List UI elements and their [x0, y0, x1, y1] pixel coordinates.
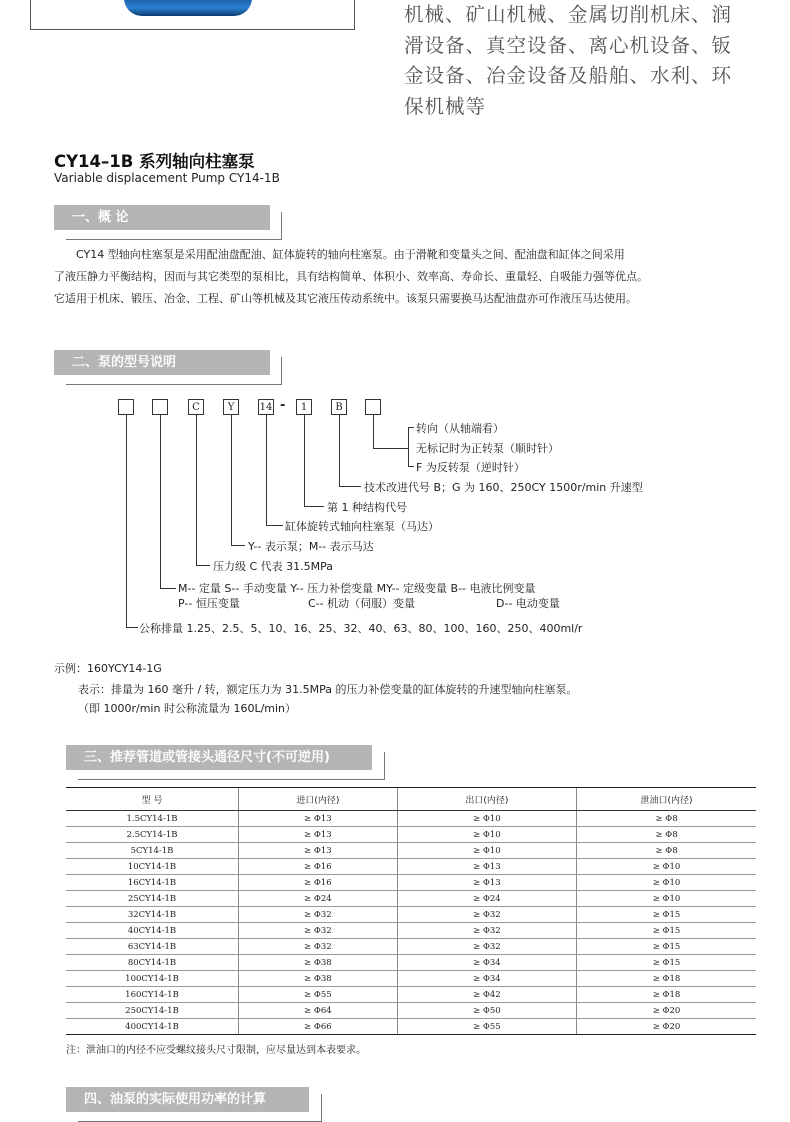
table-cell: ≥ Φ16: [239, 875, 398, 891]
table-cell: ≥ Φ10: [577, 875, 756, 891]
table-cell: 10CY14-1B: [66, 859, 239, 875]
leader-line: [196, 415, 197, 565]
model-box-structure: 1: [296, 399, 312, 415]
table-cell: ≥ Φ38: [239, 955, 398, 971]
pipe-size-table: [66, 787, 756, 1035]
table-cell: ≥ Φ10: [397, 843, 576, 859]
leader-line: [408, 427, 414, 428]
table-cell: ≥ Φ18: [577, 971, 756, 987]
table-cell: ≥ Φ8: [577, 827, 756, 843]
table-row: [66, 827, 756, 843]
model-box-rotation: [365, 399, 381, 415]
table-cell: ≥ Φ13: [239, 827, 398, 843]
table-row: [66, 939, 756, 955]
model-box-type: Y: [223, 399, 239, 415]
table-cell: ≥ Φ20: [577, 1019, 756, 1035]
leader-line: [231, 415, 232, 545]
table-row: [66, 891, 756, 907]
table-cell: ≥ Φ8: [577, 811, 756, 827]
overview-line: 它适用于机床、锻压、冶金、工程、矿山等机械及其它液压传动系统中。该泵只需要换马达配油盘亦可作液压马达使用。: [54, 292, 637, 305]
model-box-variable: [152, 399, 168, 415]
leader-line: [126, 627, 138, 628]
leader-line: [304, 506, 324, 507]
table-cell: ≥ Φ55: [397, 1019, 576, 1035]
table-cell: 100CY14-1B: [66, 971, 239, 987]
leader-line: [373, 448, 408, 449]
leader-line: [196, 565, 210, 566]
leader-line: [231, 545, 245, 546]
table-cell: ≥ Φ8: [577, 843, 756, 859]
table-cell: ≥ Φ24: [239, 891, 398, 907]
table-cell: ≥ Φ10: [397, 827, 576, 843]
column-header: 出口(内径): [397, 788, 576, 811]
table-row: [66, 875, 756, 891]
table-cell: ≥ Φ32: [397, 939, 576, 955]
table-cell: ≥ Φ66: [239, 1019, 398, 1035]
model-box-pressure: C: [188, 399, 204, 415]
leader-line: [266, 415, 267, 525]
applications-line: 滑设备、真空设备、离心机设备、钣: [404, 33, 733, 57]
column-header: 进口(内径): [239, 788, 398, 811]
table-cell: ≥ Φ42: [397, 987, 576, 1003]
table-cell: 80CY14-1B: [66, 955, 239, 971]
applications-line: 保机械等: [404, 94, 487, 118]
table-cell: ≥ Φ15: [577, 907, 756, 923]
table-note: 注：泄油口的内径不应受螺纹接头尺寸限制，应尽量达到本表要求。: [66, 1045, 366, 1056]
model-box-series: 14: [258, 399, 274, 415]
table-cell: ≥ Φ55: [239, 987, 398, 1003]
table-cell: ≥ Φ10: [397, 811, 576, 827]
table-cell: ≥ Φ32: [239, 939, 398, 955]
leader-line: [126, 415, 127, 627]
table-cell: ≥ Φ24: [397, 891, 576, 907]
model-box-displacement: [118, 399, 134, 415]
table-cell: ≥ Φ20: [577, 1003, 756, 1019]
example-flow: （即 1000r/min 时公称流量为 160L/min）: [78, 702, 297, 715]
applications-line: 金设备、冶金设备及船舶、水利、环: [404, 64, 733, 87]
leader-line: [373, 415, 374, 448]
label-rotation-ccw: F 为反转泵（逆时针）: [416, 461, 525, 474]
section-heading-model: 二、泵的型号说明: [54, 350, 270, 375]
table-cell: ≥ Φ34: [397, 955, 576, 971]
table-cell: 400CY14-1B: [66, 1019, 239, 1035]
table-header-row: [66, 788, 756, 811]
label-structure: 第 1 种结构代号: [327, 501, 407, 514]
applications-text: [404, 0, 774, 122]
page-subtitle: Variable displacement Pump CY14-1B: [54, 171, 280, 185]
table-row: [66, 987, 756, 1003]
table-cell: ≥ Φ18: [577, 987, 756, 1003]
label-variable-servo: C-- 机动（伺服）变量: [308, 597, 416, 610]
table-cell: ≥ Φ32: [397, 907, 576, 923]
table-cell: ≥ Φ13: [239, 811, 398, 827]
table-cell: ≥ Φ10: [577, 891, 756, 907]
table-cell: 25CY14-1B: [66, 891, 239, 907]
table-row: [66, 923, 756, 939]
overview-paragraph: [54, 244, 754, 310]
table-cell: 160CY14-1B: [66, 987, 239, 1003]
leader-line: [160, 415, 161, 588]
section-heading-power: 四、油泵的实际使用功率的计算: [66, 1087, 309, 1112]
label-rotation: 转向（从轴端看）: [416, 422, 504, 435]
label-improvement: 技术改进代号 B；G 为 160、250CY 1500r/min 升速型: [364, 481, 643, 494]
section-heading-pipes: 三、推荐管道或管接头通径尺寸(不可逆用): [66, 745, 372, 770]
example-description: 表示：排量为 160 毫升 / 转，额定压力为 31.5MPa 的压力补偿变量的缸体旋转的升速型轴向柱塞泵。: [78, 683, 578, 696]
label-variable-electric: D-- 电动变量: [496, 597, 560, 610]
label-rotation-cw: 无标记时为正转泵（顺时针）: [416, 442, 559, 455]
leader-line: [266, 525, 283, 526]
table-cell: ≥ Φ13: [397, 875, 576, 891]
label-variable-constant-pressure: P-- 恒压变量: [178, 597, 240, 610]
table-cell: 1.5CY14-1B: [66, 811, 239, 827]
column-header: 泄油口(内径): [577, 788, 756, 811]
table-cell: ≥ Φ13: [397, 859, 576, 875]
leader-line: [408, 427, 409, 466]
applications-line: 机械、矿山机械、金属切削机床、润: [404, 3, 733, 26]
label-pressure: 压力级 C 代表 31.5MPa: [213, 560, 334, 573]
leader-line: [339, 486, 361, 487]
page-title: CY14–1B 系列轴向柱塞泵: [54, 152, 255, 171]
table-cell: 63CY14-1B: [66, 939, 239, 955]
label-displacement: 公称排量 1.25、2.5、5、10、16、25、32、40、63、80、100、160、250、400ml/r: [139, 622, 583, 635]
model-box-improvement: B: [331, 399, 347, 415]
table-cell: ≥ Φ15: [577, 939, 756, 955]
overview-line: CY14 型轴向柱塞泵是采用配油盘配油、缸体旋转的轴向柱塞泵。由于滑靴和变量头之间、配油盘和缸体之间采用: [54, 248, 625, 261]
table-cell: ≥ Φ38: [239, 971, 398, 987]
pump-product-image: [124, 0, 252, 16]
overview-line: 了液压静力平衡结构，因而与其它类型的泵相比，具有结构简单、体积小、效率高、寿命长、重量轻、自吸能力强等优点。: [54, 270, 648, 283]
table-cell: ≥ Φ15: [577, 955, 756, 971]
table-cell: ≥ Φ16: [239, 859, 398, 875]
table-cell: ≥ Φ15: [577, 923, 756, 939]
model-dash: -: [280, 398, 286, 413]
column-header: 型 号: [66, 788, 239, 811]
label-pump-motor: Y-- 表示泵；M-- 表示马达: [248, 540, 374, 553]
table-row: [66, 971, 756, 987]
table-cell: ≥ Φ32: [239, 923, 398, 939]
table-cell: 32CY14-1B: [66, 907, 239, 923]
label-variable-types: M-- 定量 S-- 手动变量 Y-- 压力补偿变量 MY-- 定级变量 B-- 电液比例变量: [178, 582, 536, 595]
table-cell: 250CY14-1B: [66, 1003, 239, 1019]
leader-line: [160, 588, 176, 589]
label-cylinder-rotation: 缸体旋转式轴向柱塞泵（马达）: [285, 520, 439, 533]
table-row: [66, 811, 756, 827]
table-cell: ≥ Φ34: [397, 971, 576, 987]
table-cell: ≥ Φ32: [239, 907, 398, 923]
table-row: [66, 1019, 756, 1035]
table-cell: 40CY14-1B: [66, 923, 239, 939]
table-cell: ≥ Φ10: [577, 859, 756, 875]
leader-line: [304, 415, 305, 506]
leader-line: [339, 415, 340, 486]
table-cell: 5CY14-1B: [66, 843, 239, 859]
table-cell: ≥ Φ32: [397, 923, 576, 939]
table-row: [66, 843, 756, 859]
table-cell: 2.5CY14-1B: [66, 827, 239, 843]
section-heading-overview: 一、概 论: [54, 205, 270, 230]
table-row: [66, 907, 756, 923]
example-code: 示例：160YCY14-1G: [54, 662, 162, 675]
table-row: [66, 1003, 756, 1019]
leader-line: [408, 466, 414, 467]
table-cell: ≥ Φ64: [239, 1003, 398, 1019]
table-cell: 16CY14-1B: [66, 875, 239, 891]
table-row: [66, 955, 756, 971]
table-cell: ≥ Φ13: [239, 843, 398, 859]
table-row: [66, 859, 756, 875]
table-cell: ≥ Φ50: [397, 1003, 576, 1019]
